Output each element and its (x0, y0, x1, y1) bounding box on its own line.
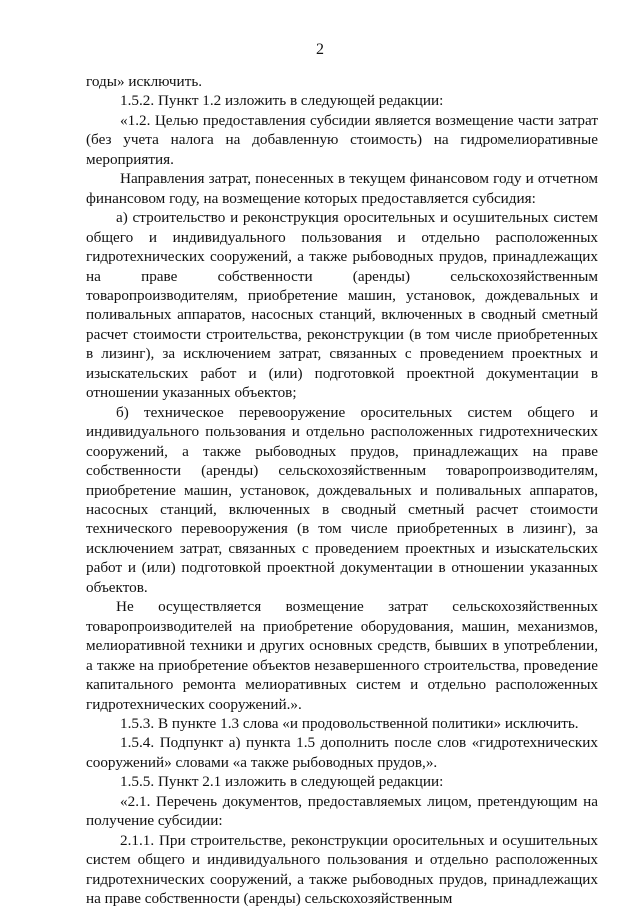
paragraph: годы» исключить. (86, 73, 203, 90)
paragraph: Направления затрат, понесенных в текущем финансовом году и отчетном финансовом году, на возмещение которых предоставляется субсидия: (86, 170, 598, 207)
paragraph: 1.5.3. В пункте 1.3 слова «и продовольственной политики» исключить. (120, 714, 579, 732)
document-body (86, 72, 598, 908)
paragraph: «2.1. Перечень документов, предоставляемых лицом, претендующим на получение субсидии: (86, 792, 598, 830)
paragraph: 1.5.2. Пункт 1.2 изложить в следующей редакции: (120, 92, 444, 110)
paragraph: 1.5.4. Подпункт а) пункта 1.5 дополнить после слов «гидротехнических сооружений» словами «а также рыбоводных прудов,». (86, 734, 598, 771)
page-number: 2 (316, 41, 324, 58)
paragraph: б) техническое перевооружение оросительных систем общего и индивидуального пользования и отдельно расположенных гидротехнических сооружений, а также рыбоводных прудов, принадлежащих на праве собственности (аренды) сельскохозяйственным товаропроизводителям, приобретение машин, установок, дождевальных и поливальных аппаратов, насосных станций, включенных в сводный сметный расчет стоимости технического перевооружения (в том числе приобретенных в лизинг), за исключением затрат, связанных с проведением проектных и изыскательских работ и (или) подготовкой проектной документации в отношении указанных объектов. (86, 403, 598, 596)
paragraph: 2.1.1. При строительстве, реконструкции оросительных и осушительных систем общего и индивидуального пользования и отдельно расположенных гидротехнических сооружений, а также рыбоводных прудов, принадлежащих на праве собственности (аренды) сельскохозяйственным (86, 831, 598, 908)
paragraph: Не осуществляется возмещение затрат сельскохозяйственных товаропроизводителей на приобретение оборудования, машин, механизмов, мелиоративной техники и других основных средств, бывших в употреблении, а также на приобретение объектов незавершенного строительства, проведение капитального ремонта мелиоративных систем и отдельно расположенных гидротехнических сооружений.». (86, 598, 598, 713)
paragraph: 1.5.5. Пункт 2.1 изложить в следующей редакции: (120, 773, 444, 791)
paragraph: а) строительство и реконструкция оросительных и осушительных систем общего и индивидуального пользования и отдельно расположенных гидротехнических сооружений, а также рыбоводных прудов, принадлежащих на праве собственности (аренды) сельскохозяйственным товаропроизводителям, приобретение машин, установок, дождевальных и поливальных аппаратов, насосных станций, включенных в сводный сметный расчет стоимости строительства, реконструкции (в том числе приобретенных в лизинг), за исключением затрат, связанных с проведением проектных и изыскательских работ и (или) подготовкой проектной документации в отношении указанных объектов; (86, 209, 598, 402)
paragraph: «1.2. Целью предоставления субсидии является возмещение части затрат (без учета налога на добавленную стоимость) на гидромелиоративные мероприятия. (86, 111, 598, 168)
